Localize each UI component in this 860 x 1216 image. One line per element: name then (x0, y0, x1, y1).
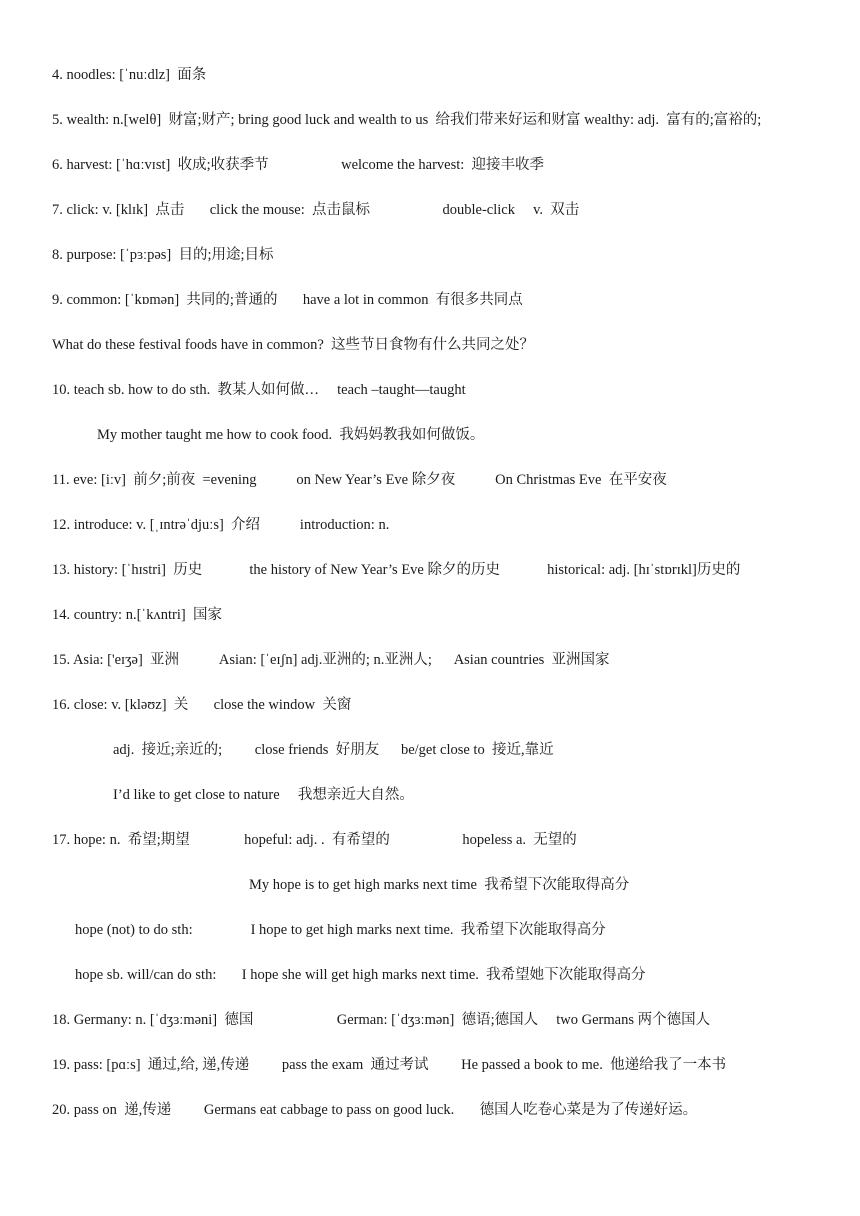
example-sentence-9: What do these festival foods have in common? 这些节日食物有什么共同之处？ (52, 337, 535, 353)
vocab-line-14: 14. country: n.[ˈkʌntri] 国家 (52, 607, 222, 623)
vocab-line-16-adj: adj. 接近;亲近的; close friends 好朋友 be/get close to 接近,靠近 (113, 742, 554, 758)
vocab-line-13: 13. history: [ˈhɪstri] 历史 the history of New Year’s Eve 除夕的历史 historical: adj. [hɪˈstɒrɪkl]历史的 (52, 562, 741, 578)
vocab-line-5: 5. wealth: n.[welθ] 财富;财产; bring good luck and wealth to us 给我们带来好运和财富 wealthy: adj. 富有的;富裕的; (52, 112, 762, 128)
vocab-line-9: 9. common: [ˈkɒmən] 共同的;普通的 have a lot in common 有很多共同点 (52, 292, 523, 308)
vocab-line-6: 6. harvest: [ˈhɑːvɪst] 收成;收获季节 welcome the harvest: 迎接丰收季 (52, 157, 545, 173)
vocab-line-17: 17. hope: n. 希望;期望 hopeful: adj. . 有希望的 hopeless a. 无望的 (52, 832, 577, 848)
example-sentence-17c: hope sb. will/can do sth: I hope she will get high marks next time. 我希望她下次能取得高分 (75, 967, 646, 983)
example-sentence-17a: My hope is to get high marks next time 我希望下次能取得高分 (249, 877, 630, 893)
vocab-line-11: 11. eve: [iːv] 前夕;前夜 =evening on New Year’s Eve 除夕夜 On Christmas Eve 在平安夜 (52, 472, 667, 488)
vocab-line-7: 7. click: v. [klɪk] 点击 click the mouse: 点击鼠标 double-click v. 双击 (52, 202, 580, 218)
vocab-line-20: 20. pass on 递,传递 Germans eat cabbage to pass on good luck. 德国人吃卷心菜是为了传递好运。 (52, 1102, 698, 1118)
vocab-line-8: 8. purpose: [ˈpɜːpəs] 目的;用途;目标 (52, 247, 274, 263)
vocab-line-18: 18. Germany: n. [ˈdʒɜːməni] 德国 German: [ˈdʒɜːmən] 德语;德国人 two Germans 两个德国人 (52, 1012, 711, 1028)
vocab-line-19: 19. pass: [pɑːs] 通过,给, 递,传递 pass the exam 通过考试 He passed a book to me. 他递给我了一本书 (52, 1057, 727, 1073)
vocab-line-10: 10. teach sb. how to do sth. 教某人如何做… teach –taught—taught (52, 382, 466, 398)
example-sentence-10: My mother taught me how to cook food. 我妈妈教我如何做饭。 (97, 427, 485, 443)
vocab-line-12: 12. introduce: v. [ˌɪntrəˈdjuːs] 介绍 introduction: n. (52, 517, 390, 533)
vocab-line-16: 16. close: v. [kləʊz] 关 close the window 关窗 (52, 697, 352, 713)
vocab-line-15: 15. Asia: ['eɪʒə] 亚洲 Asian: [ˈeɪʃn] adj.亚洲的; n.亚洲人; Asian countries 亚洲国家 (52, 652, 610, 668)
example-sentence-17b: hope (not) to do sth: I hope to get high marks next time. 我希望下次能取得高分 (75, 922, 606, 938)
example-sentence-16: I’d like to get close to nature 我想亲近大自然。 (113, 787, 414, 803)
vocab-line-4: 4. noodles: [ˈnuːdlz] 面条 (52, 67, 207, 83)
